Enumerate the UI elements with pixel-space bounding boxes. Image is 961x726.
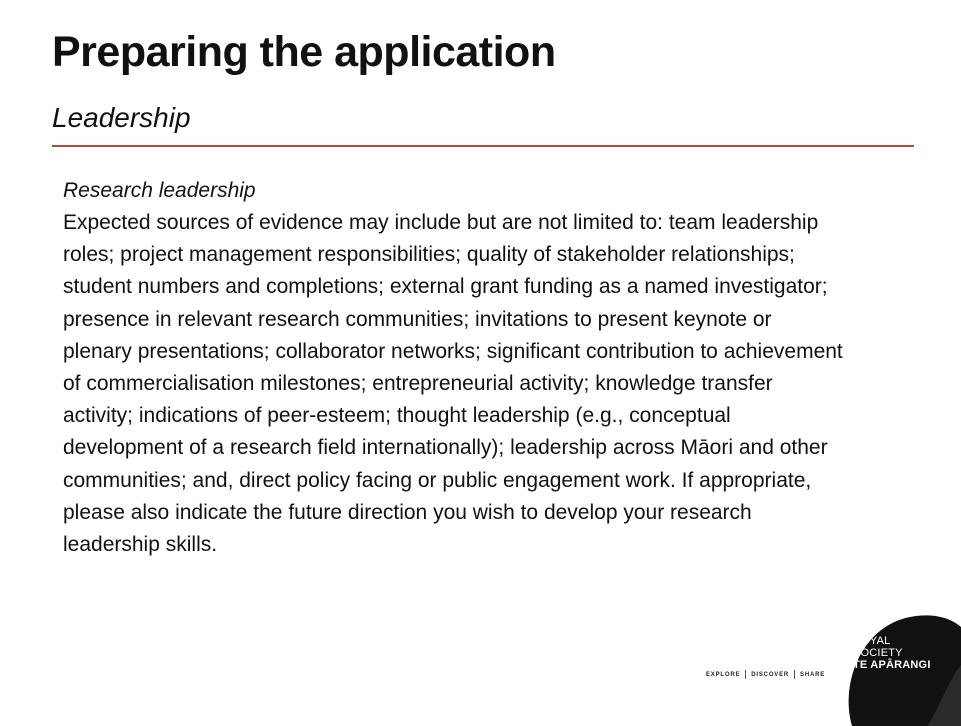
tagline — [706, 670, 825, 679]
section-heading: Research leadership — [63, 179, 256, 202]
logo-line-royal: ROYAL — [853, 635, 891, 647]
tagline-share: SHARE — [800, 672, 826, 679]
slide-subtitle: Leadership — [52, 102, 191, 133]
slide-title: Preparing the application — [52, 28, 556, 76]
tagline-explore: EXPLORE — [706, 672, 741, 679]
tagline-separator — [794, 670, 795, 679]
section-body: Expected sources of evidence may include but are not limited to: team leadership roles; project management responsibilities; quality of stakeholder relationships; student numbers and completions; external grant funding as a named investigator; presence in relevant research communities; invitations to present keynote or plenary presentations; collaborator networks; significant contribution to achievement of commercialisation milestones; entrepreneurial activity; knowledge transfer activity; indications of peer-esteem; thought leadership (e.g., conceptual development of a research field internationally); leadership across Māori and other communities; and, direct policy facing or public engagement work. If appropriate, please also indicate the future direction you wish to develop your research leadership skills. — [63, 211, 843, 557]
logo-line-society: SOCIETY — [853, 647, 903, 659]
footer-branding — [700, 605, 961, 726]
logo-line-te-aparangi: TE APĀRANGI — [853, 659, 931, 671]
content-block — [63, 175, 843, 561]
logo-wordmark — [853, 635, 931, 671]
tagline-discover: DISCOVER — [751, 672, 790, 679]
title-divider — [52, 145, 914, 147]
tagline-separator — [745, 670, 746, 679]
